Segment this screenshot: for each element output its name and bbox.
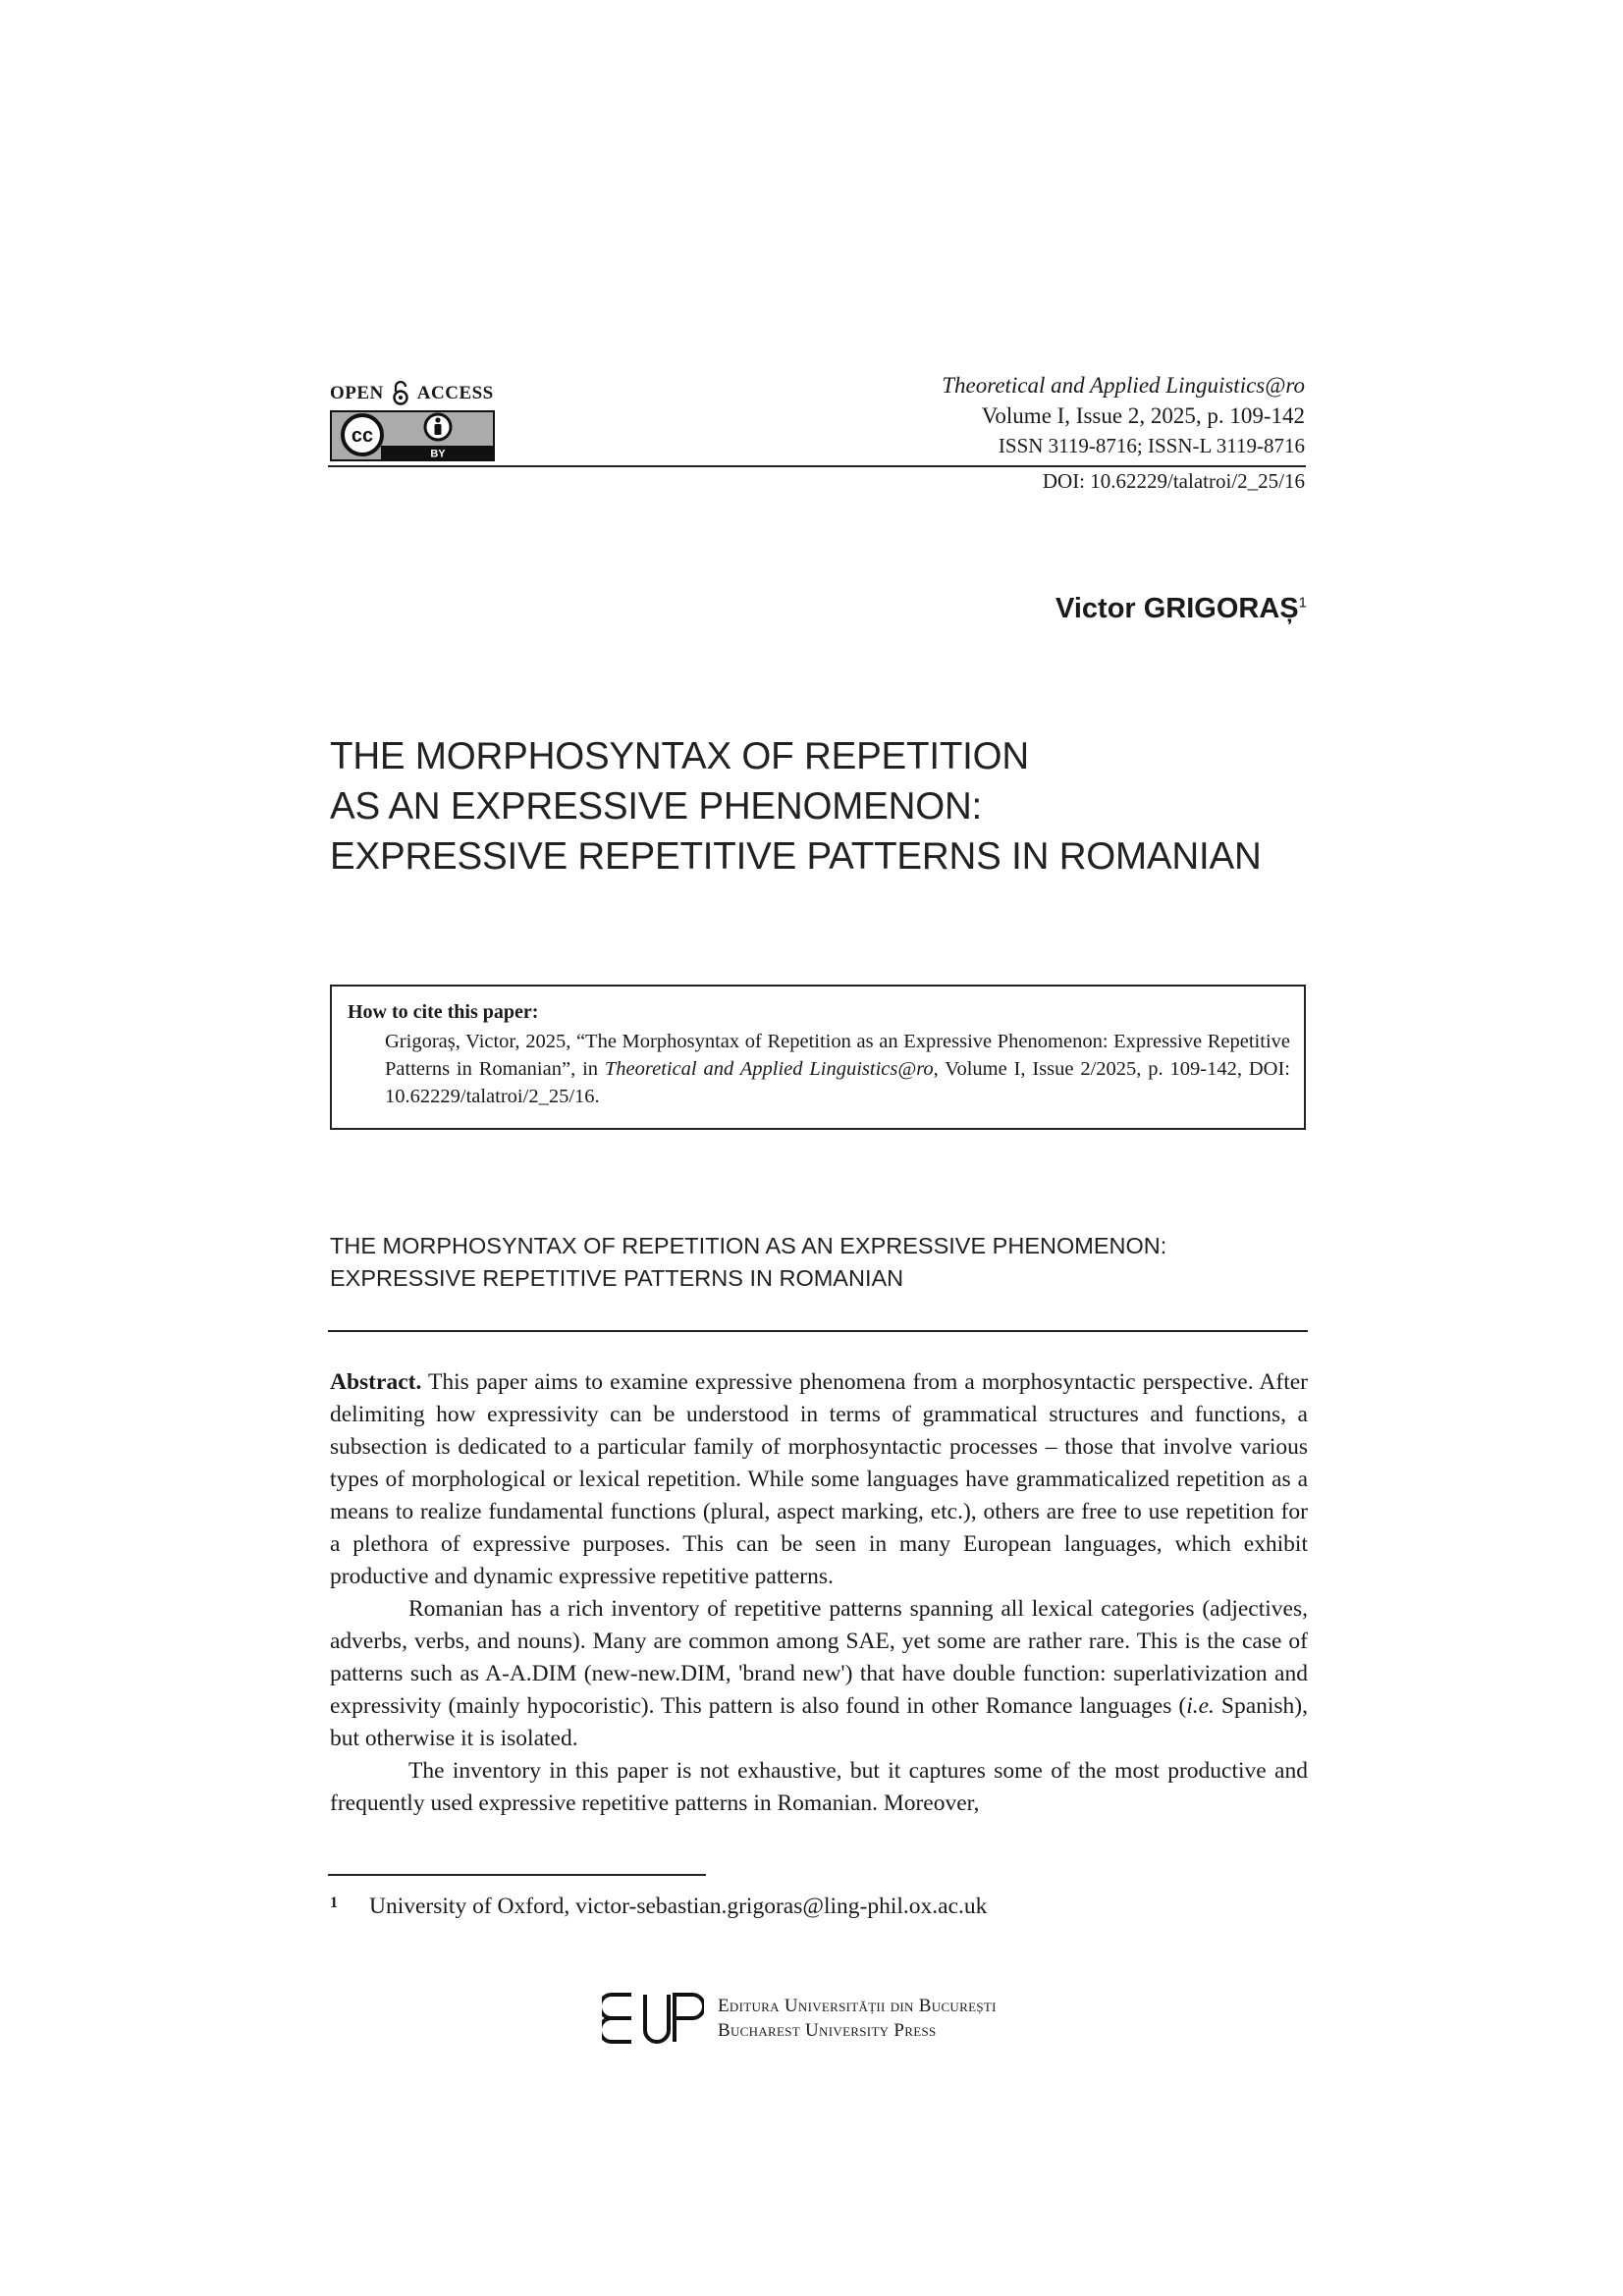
publisher-name-ro: Editura Universității din București <box>718 1996 997 2016</box>
cc-by-license-icon <box>330 410 495 461</box>
abstract <box>330 1366 1308 1820</box>
abstract-text: The inventory in this paper is not exhaustive, but it captures some of the most productive and frequently used expressive repetitive patterns in Romanian. Moreover, <box>330 1758 1308 1816</box>
author-footnote-ref: 1 <box>1298 594 1307 612</box>
doi-info: DOI: 10.62229/talatroi/2_25/16 <box>1042 469 1305 493</box>
abstract-rule <box>328 1330 1308 1332</box>
abstract-paragraph <box>330 1593 1308 1755</box>
svg-text:cc: cc <box>351 425 374 447</box>
abstract-title-line: THE MORPHOSYNTAX OF REPETITION AS AN EXPRESSIVE PHENOMENON: <box>330 1233 1167 1258</box>
abstract-text: Romanian has a rich inventory of repetitive patterns spanning all lexical categories (adjectives, adverbs, verbs, and nouns). Many are common among SAE, yet some are rather rare. This is the case of patterns such as A-A.DIM (new-new.DIM, 'brand new') that have double function: superlativization and expressivity (mainly hypocoristic). This pattern is also found in other Romance languages ( <box>330 1596 1308 1719</box>
abstract-title-line: EXPRESSIVE REPETITIVE PATTERNS IN ROMANIAN <box>330 1265 904 1291</box>
citation-text-part: Grigoraș, Victor, 2025, “The Morphosyntax of Repetition as an Expressive Phenomenon: Expressive Repetitive Patterns in Romanian”, in <box>385 1031 1290 1080</box>
publisher-block <box>602 1991 997 2046</box>
title-line: AS AN EXPRESSIVE PHENOMENON: <box>330 785 983 828</box>
abstract-title <box>330 1230 1312 1295</box>
abstract-text: Spanish), but otherwise it is isolated. <box>330 1693 1308 1751</box>
header-rule <box>328 465 1306 467</box>
citation-text-part: , Volume I, Issue 2/2025, p. 109-142, DOI: 10.62229/talatroi/2_25/16. <box>385 1058 1290 1107</box>
abstract-italic: i.e. <box>1186 1693 1215 1719</box>
citation-journal: Theoretical and Applied Linguistics@ro <box>604 1058 934 1080</box>
issn-info: ISSN 3119-8716; ISSN-L 3119-8716 <box>998 434 1305 457</box>
title-line: THE MORPHOSYNTAX OF REPETITION <box>330 735 1030 777</box>
abstract-label: Abstract. <box>330 1369 422 1395</box>
footnote-text: University of Oxford, victor-sebastian.grigoras@ling-phil.ox.ac.uk <box>369 1894 988 1919</box>
publisher-names <box>718 1994 997 2043</box>
citation-box <box>330 985 1306 1130</box>
open-access-block <box>330 381 497 466</box>
journal-name: Theoretical and Applied Linguistics@ro <box>942 373 1305 398</box>
abstract-paragraph <box>330 1366 1308 1593</box>
title-line: EXPRESSIVE REPETITIVE PATTERNS IN ROMANIAN <box>330 835 1262 878</box>
author <box>1055 593 1307 625</box>
open-lock-icon <box>392 381 409 406</box>
cc-by-text: BY <box>430 448 446 460</box>
footnote-mark: 1 <box>330 1895 338 1911</box>
author-name: Victor GRIGORAȘ <box>1055 593 1299 624</box>
open-access-label <box>330 381 497 406</box>
footnote-rule <box>328 1874 706 1876</box>
citation-text <box>385 1028 1290 1110</box>
publisher-logo-icon <box>602 1991 704 2046</box>
open-access-word-open: OPEN <box>330 383 384 403</box>
journal-info <box>942 371 1305 461</box>
abstract-text: This paper aims to examine expressive phenomena from a morphosyntactic perspective. After delimiting how expressivity can be understood in terms of grammatical structures and functions, a subsection is dedicated to a particular family of morphosyntactic processes – those that involve various types of morphological or lexical repetition. While some languages have grammaticalized repetition as a means to realize fundamental functions (plural, aspect marking, etc.), others are free to use repetition for a plethora of expressive purposes. This can be seen in many European languages, which exhibit productive and dynamic expressive repetitive patterns. <box>330 1369 1308 1589</box>
open-access-word-access: ACCESS <box>416 383 494 403</box>
abstract-paragraph <box>330 1755 1308 1820</box>
citation-label: How to cite this paper: <box>348 1001 539 1023</box>
paper-title <box>330 731 1312 881</box>
volume-info: Volume I, Issue 2, 2025, p. 109-142 <box>981 402 1305 428</box>
publisher-name-en: Bucharest University Press <box>718 2020 937 2041</box>
footnote <box>330 1894 987 1920</box>
